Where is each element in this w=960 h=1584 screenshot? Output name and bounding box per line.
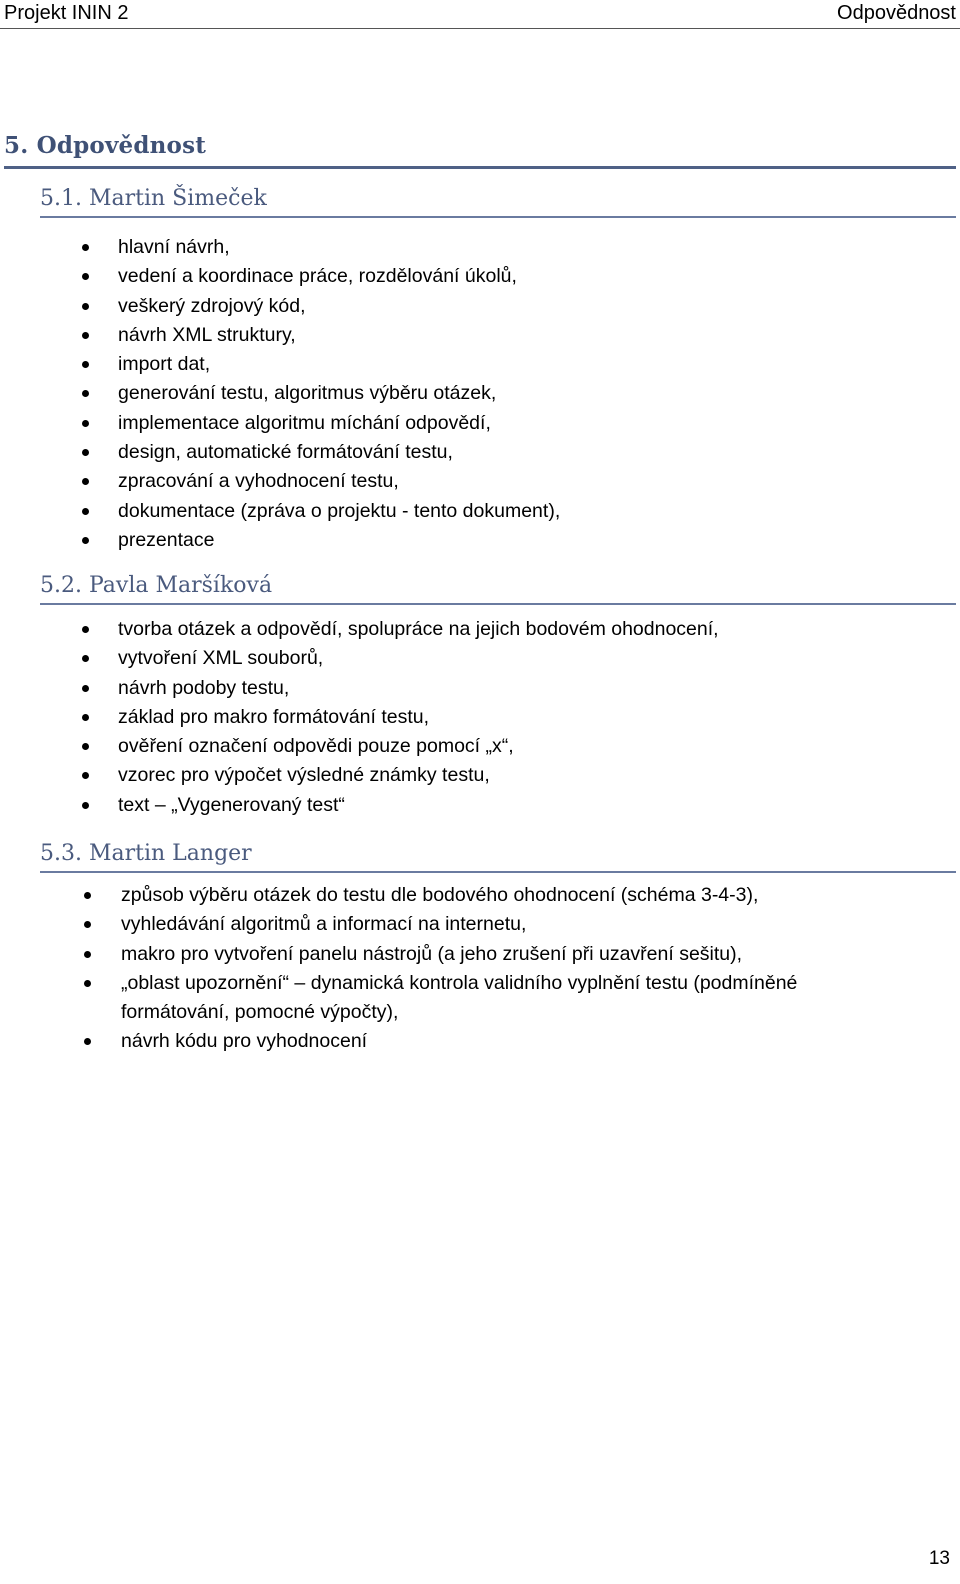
list-item: veškerý zdrojový kód, [118,292,560,321]
list-item: vytvoření XML souborů, [118,644,719,673]
bullet-icon [82,420,89,427]
bullet-icon [82,626,89,633]
list-item: návrh podoby testu, [118,674,719,703]
bullet-icon [82,303,89,310]
bullet-icon [82,685,89,692]
list-item: makro pro vytvoření panelu nástrojů (a jeho zrušení při uzavření sešitu), [121,940,881,969]
list-item: dokumentace (zpráva o projektu - tento dokument), [118,497,560,526]
bullet-icon [82,537,89,544]
bullet-icon [82,508,89,515]
chapter-heading [4,130,956,169]
page-header [0,0,960,29]
section-heading-5-3 [40,841,956,873]
bullet-icon [82,361,89,368]
section-5-1-list [118,233,560,555]
section-title: 5.2. Pavla Maršíková [40,573,273,598]
list-item: implementace algoritmu míchání odpovědí, [118,409,560,438]
chapter-heading-text: 5. Odpovědnost [4,132,207,159]
list-item: „oblast upozornění“ – dynamická kontrola validního vyplnění testu (podmíněné formátování, pomocné výpočty), [121,969,881,1028]
bullet-icon [84,1038,91,1045]
bullet-icon [82,802,89,809]
list-item: generování testu, algoritmus výběru otázek, [118,379,560,408]
list-item: tvorba otázek a odpovědí, spolupráce na jejich bodovém ohodnocení, [118,615,719,644]
bullet-icon [84,951,91,958]
list-item: vedení a koordinace práce, rozdělování úkolů, [118,262,560,291]
list-item: vyhledávání algoritmů a informací na internetu, [121,910,881,939]
bullet-icon [82,332,89,339]
bullet-icon [82,390,89,397]
section-title: 5.3. Martin Langer [40,841,252,866]
section-heading-5-2 [40,573,956,605]
list-item: zpracování a vyhodnocení testu, [118,467,560,496]
bullet-icon [82,714,89,721]
list-item: import dat, [118,350,560,379]
section-5-3-list [121,881,881,1057]
list-item: základ pro makro formátování testu, [118,703,719,732]
list-item: způsob výběru otázek do testu dle bodového ohodnocení (schéma 3-4-3), [121,881,881,910]
bullet-icon [82,743,89,750]
bullet-icon [82,655,89,662]
section-heading-5-1 [40,186,956,218]
bullet-icon [82,449,89,456]
header-chapter-title: Odpovědnost [837,2,956,24]
bullet-icon [84,980,91,987]
list-item: ověření označení odpovědi pouze pomocí „x“, [118,732,719,761]
bullet-icon [82,478,89,485]
list-item: vzorec pro výpočet výsledné známky testu, [118,761,719,790]
list-item: hlavní návrh, [118,233,560,262]
list-item: návrh kódu pro vyhodnocení [121,1027,881,1056]
bullet-icon [84,892,91,899]
bullet-icon [82,244,89,251]
list-item: text – „Vygenerovaný test“ [118,791,719,820]
page-number: 13 [928,1548,950,1569]
section-5-2-list [118,615,719,820]
bullet-icon [84,921,91,928]
header-project-title: Projekt ININ 2 [4,2,129,24]
bullet-icon [82,273,89,280]
list-item: design, automatické formátování testu, [118,438,560,467]
bullet-icon [82,772,89,779]
list-item: návrh XML struktury, [118,321,560,350]
list-item: prezentace [118,526,560,555]
section-title: 5.1. Martin Šimeček [40,186,267,211]
